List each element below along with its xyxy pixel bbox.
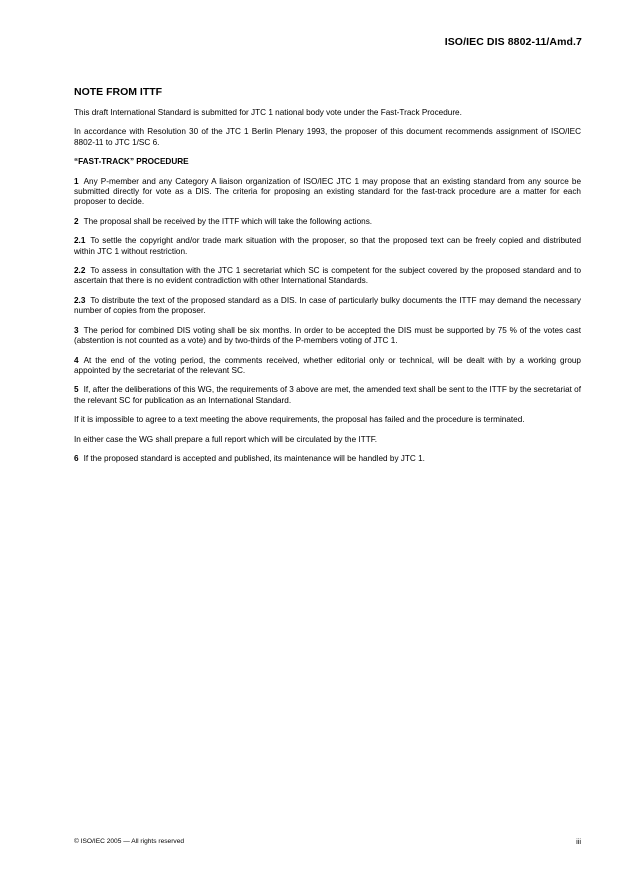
procedure-item-2-1 (74, 236, 581, 257)
item-number: 4 (74, 355, 79, 365)
procedure-title: “FAST-TRACK” PROCEDURE (74, 157, 189, 167)
item-text: At the end of the voting period, the comments received, whether editorial only or technical, will be dealt with by a working group appointed by the secretariat of the relevant SC. (74, 355, 581, 375)
item-number: 5 (74, 385, 79, 395)
procedure-item-6 (74, 454, 581, 464)
procedure-failure-paragraph: If it is impossible to agree to a text meeting the above requirements, the proposal has failed and the procedure is terminated. (74, 415, 525, 425)
item-text: To distribute the text of the proposed standard as a DIS. In case of particularly bulky documents the ITTF may demand the necessary number of copies from the proposer. (74, 295, 581, 316)
procedure-item-2-2 (74, 266, 581, 287)
item-text: If the proposed standard is accepted and published, its maintenance will be handled by JTC 1. (83, 453, 425, 463)
item-number: 1 (74, 176, 79, 186)
procedure-item-5 (74, 385, 581, 406)
item-text: The proposal shall be received by the ITTF which will take the following actions. (83, 216, 373, 226)
document-identifier: ISO/IEC DIS 8802-11/Amd.7 (444, 36, 582, 48)
item-number: 2.3 (74, 295, 86, 305)
item-text: To assess in consultation with the JTC 1 secretariat which SC is competent for the subject covered by the proposed standard and to ascertain that there is no evident contradiction with other International Standards. (74, 266, 581, 286)
footer-copyright: © ISO/IEC 2005 — All rights reserved (74, 838, 185, 845)
item-number: 2.2 (74, 266, 86, 276)
procedure-report-paragraph: In either case the WG shall prepare a full report which will be circulated by the ITTF. (74, 434, 378, 444)
footer-page-number: iii (576, 837, 581, 846)
procedure-item-2 (74, 217, 581, 227)
item-text: To settle the copyright and/or trade mark situation with the proposer, so that the proposed text can be freely copied and distributed within JTC 1 without restriction. (74, 236, 581, 256)
item-text: Any P-member and any Category A liaison organization of ISO/IEC JTC 1 may propose that an existing standard from any source be submitted directly for vote as a DIS. The criteria for proposing an existing standard for the fast-track procedure are a matter for each proposer to decide. (74, 176, 581, 207)
procedure-item-1 (74, 177, 581, 208)
item-text: If, after the deliberations of this WG, the requirements of 3 above are met, the amended text shall be sent to the ITTF by the secretariat of the relevant SC for publication as an International Standard. (74, 385, 581, 405)
procedure-item-2-3 (74, 296, 581, 317)
note-paragraph-1: This draft International Standard is submitted for JTC 1 national body vote under the Fast-Track Procedure. (74, 108, 462, 117)
item-number: 3 (74, 325, 79, 335)
item-text: The period for combined DIS voting shall be six months. In order to be accepted the DIS must be supported by 75 % of the votes cast (abstention is not counted as a vote) and by two-thirds of the P-members voting of JTC 1. (74, 325, 581, 346)
page-body (74, 86, 581, 473)
note-paragraph-2: In accordance with Resolution 30 of the JTC 1 Berlin Plenary 1993, the proposer of this document recommends assignment of ISO/IEC 8802-11 to JTC 1/SC 6. (74, 127, 581, 147)
note-title: NOTE FROM ITTF (74, 86, 163, 98)
item-number: 6 (74, 453, 79, 463)
item-number: 2 (74, 216, 79, 226)
item-number: 2.1 (74, 236, 86, 246)
procedure-item-3 (74, 326, 581, 347)
procedure-item-4 (74, 356, 581, 377)
